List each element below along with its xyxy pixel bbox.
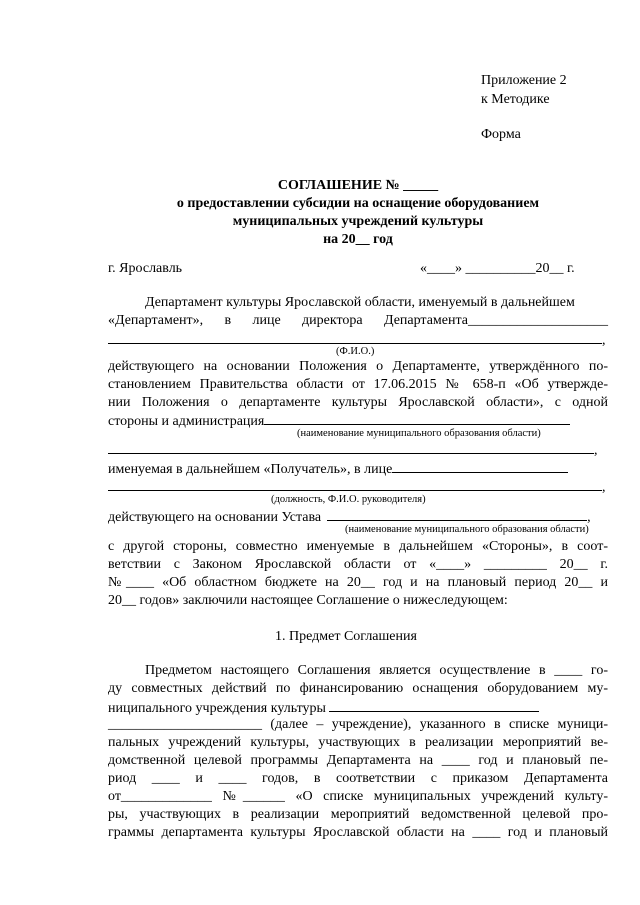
section1-line: ры, участвующих в реализации мероприятий ведомственной целевой про- <box>108 807 608 822</box>
section1-line: риод ____ и ____ годов, в соответствии с приказом Департамента <box>108 771 608 786</box>
administration-text: стороны и администрация <box>108 414 265 429</box>
section-heading: 1. Предмет Соглашения <box>275 629 417 644</box>
para1-line <box>108 459 608 479</box>
fio-blank <box>108 330 602 344</box>
method-reference: к Методике <box>481 92 550 107</box>
title-subject-line-1: о предоставлении субсидии на оснащение оборудованием <box>176 196 540 211</box>
section1-line: граммы департамента культуры Ярославской области на ____ год и плановый <box>108 825 608 840</box>
recipient-blank <box>392 459 568 473</box>
institution-blank <box>329 698 539 712</box>
charter-text: действующего на основании Устава <box>108 510 322 525</box>
form-label: Форма <box>481 127 521 142</box>
comma: , <box>587 510 591 525</box>
place-city: г. Ярославль <box>108 261 183 276</box>
comma: , <box>594 443 598 458</box>
place-date: «____» __________20__ г. <box>420 261 575 276</box>
document-title: СОГЛАШЕНИЕ № _____ <box>277 178 439 193</box>
para1-line: №____ «Об областном бюджете на 20__ год и на плановый период 20__ и <box>108 575 608 590</box>
municipality-blank <box>108 440 594 454</box>
institution-text: ниципального учреждения культуры <box>108 701 330 716</box>
title-year: на 20__ год <box>323 232 393 247</box>
position-blank <box>108 477 602 491</box>
caption-municipality-2: (наименование муниципального образования области) <box>345 524 589 535</box>
comma: , <box>602 480 606 495</box>
section1-line: ______________________ (далее – учреждение), указанного в списке муници- <box>108 717 608 732</box>
para1-line: «Департамент», в лице директора Департамента____________________ <box>108 313 608 328</box>
para1-line: нии Положения о департаменте культуры Ярославской области», с одной <box>108 395 608 410</box>
section1-line: ду совместных действий по финансированию оснащения оборудованием му- <box>108 681 608 696</box>
para1-line: с другой стороны, совместно именуемые в дальнейшем «Стороны», в соот- <box>108 539 608 554</box>
administration-blank <box>264 411 570 425</box>
appendix-label: Приложение 2 <box>481 73 567 88</box>
section1-line <box>108 698 608 718</box>
comma: , <box>602 333 606 348</box>
para1-line: действующего на основании Положения о Департаменте, утверждённого по- <box>108 359 608 374</box>
caption-position: (должность, Ф.И.О. руководителя) <box>271 494 426 505</box>
para1-blank-line <box>108 440 608 460</box>
section1-line: пальных учреждений культуры, участвующих в реализации мероприятий ве- <box>108 735 608 750</box>
para1-line: Департамент культуры Ярославской области, именуемый в дальнейшем <box>145 295 575 310</box>
para1-line: становлением Правительства области от 17.06.2015 № 658-п «Об утвержде- <box>108 377 608 392</box>
para1-line: ветствии с Законом Ярославской области от «____» _________ 20__ г. <box>108 557 608 572</box>
title-subject-line-2: муниципальных учреждений культуры <box>232 214 484 229</box>
section1-line: домственной целевой программы Департамента на ____ год и плановый пе- <box>108 753 608 768</box>
recipient-text: именуемая в дальнейшем «Получатель», в лице <box>108 462 393 477</box>
caption-fio: (Ф.И.О.) <box>336 346 375 357</box>
section1-line: от_____________ №______ «О списке муниципальных учреждений культу- <box>108 789 608 804</box>
section1-line: Предметом настоящего Соглашения является осуществление в ____ го- <box>145 663 608 678</box>
caption-municipality-1: (наименование муниципального образования области) <box>297 428 541 439</box>
charter-blank <box>327 507 587 521</box>
para1-line: 20__ годов» заключили настоящее Соглашение о нижеследующем: <box>108 593 508 608</box>
